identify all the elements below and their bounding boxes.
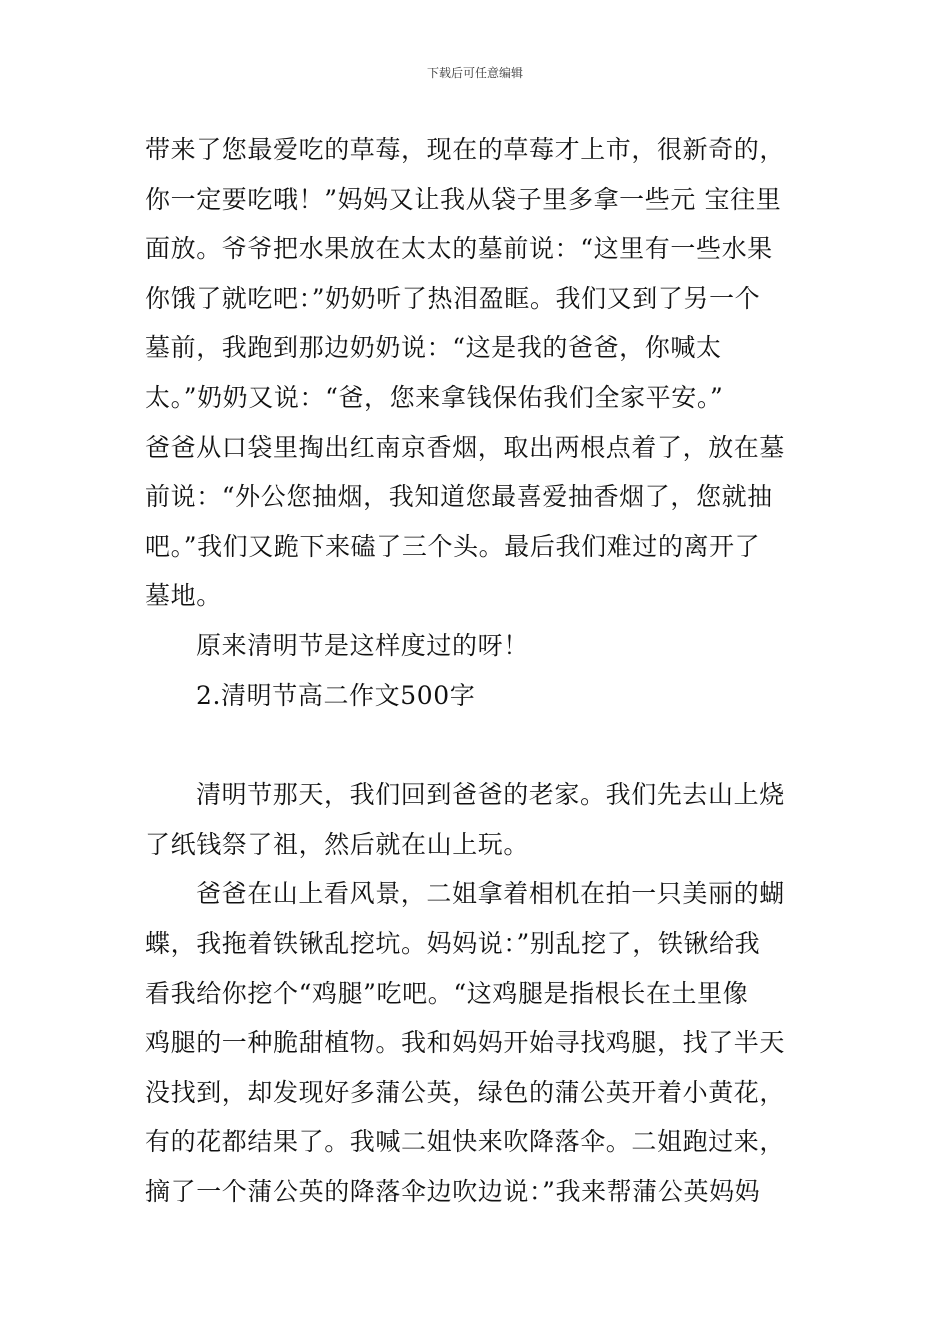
text-line: 带来了您最爱吃的草莓，现在的草莓才上市，很新奇的， (145, 135, 786, 164)
text-line: 没找到，却发现好多蒲公英，绿色的蒲公英开着小黄花， (145, 1077, 786, 1107)
text-line: 墓地。 (145, 581, 222, 611)
text-line: 面放。爷爷把水果放在太太的墓前说：“这里有一些水果 (145, 234, 773, 264)
text-line: 你一定要吃哦！”妈妈又让我从袋子里多拿一些元 宝往里 (145, 184, 782, 214)
text-line: 了纸钱祭了祖，然后就在山上玩。 (145, 829, 530, 859)
document-body (145, 125, 809, 1216)
text-line: 看我给你挖个“鸡腿”吃吧。“这鸡腿是指根长在土里像 (145, 978, 749, 1008)
text-line: 前说：“外公您抽烟，我知道您最喜爱抽香烟了，您就抽 (145, 482, 773, 512)
text-line: 有的花都结果了。我喊二姐快来吹降落伞。二姐跑过来， (145, 1127, 786, 1157)
text-line: 原来清明节是这样度过的呀！ (196, 630, 529, 660)
section-heading: 2.清明节高二作文500字 (196, 680, 476, 710)
text-line: 太。”奶奶又说：“爸，您来拿钱保佑我们全家平安。” (145, 382, 724, 412)
text-line: 墓前，我跑到那边奶奶说：“这是我的爸爸，你喊太 (145, 333, 722, 363)
text-line: 鸡腿的一种脆甜植物。我和妈妈开始寻找鸡腿，找了半天 (145, 1028, 786, 1058)
text-line: 你饿了就吃吧：”奶奶听了热泪盈眶。我们又到了另一个 (145, 283, 761, 313)
text-line: 摘了一个蒲公英的降落伞边吹边说：”我来帮蒲公英妈妈 (145, 1176, 761, 1206)
page-header: 下载后可任意编辑 (426, 66, 523, 80)
text-line: 吧。”我们又跪下来磕了三个头。最后我们难过的离开了 (145, 531, 761, 561)
text-line: 爸爸在山上看风景，二姐拿着相机在拍一只美丽的蝴 (196, 879, 785, 909)
text-line: 爸爸从口袋里掏出红南京香烟，取出两根点着了，放在墓 (145, 432, 786, 462)
blank-line (145, 720, 809, 770)
text-line: 清明节那天，我们回到爸爸的老家。我们先去山上烧 (196, 780, 785, 810)
text-line: 蝶，我拖着铁锹乱挖坑。妈妈说：”别乱挖了，铁锹给我 (145, 928, 761, 958)
